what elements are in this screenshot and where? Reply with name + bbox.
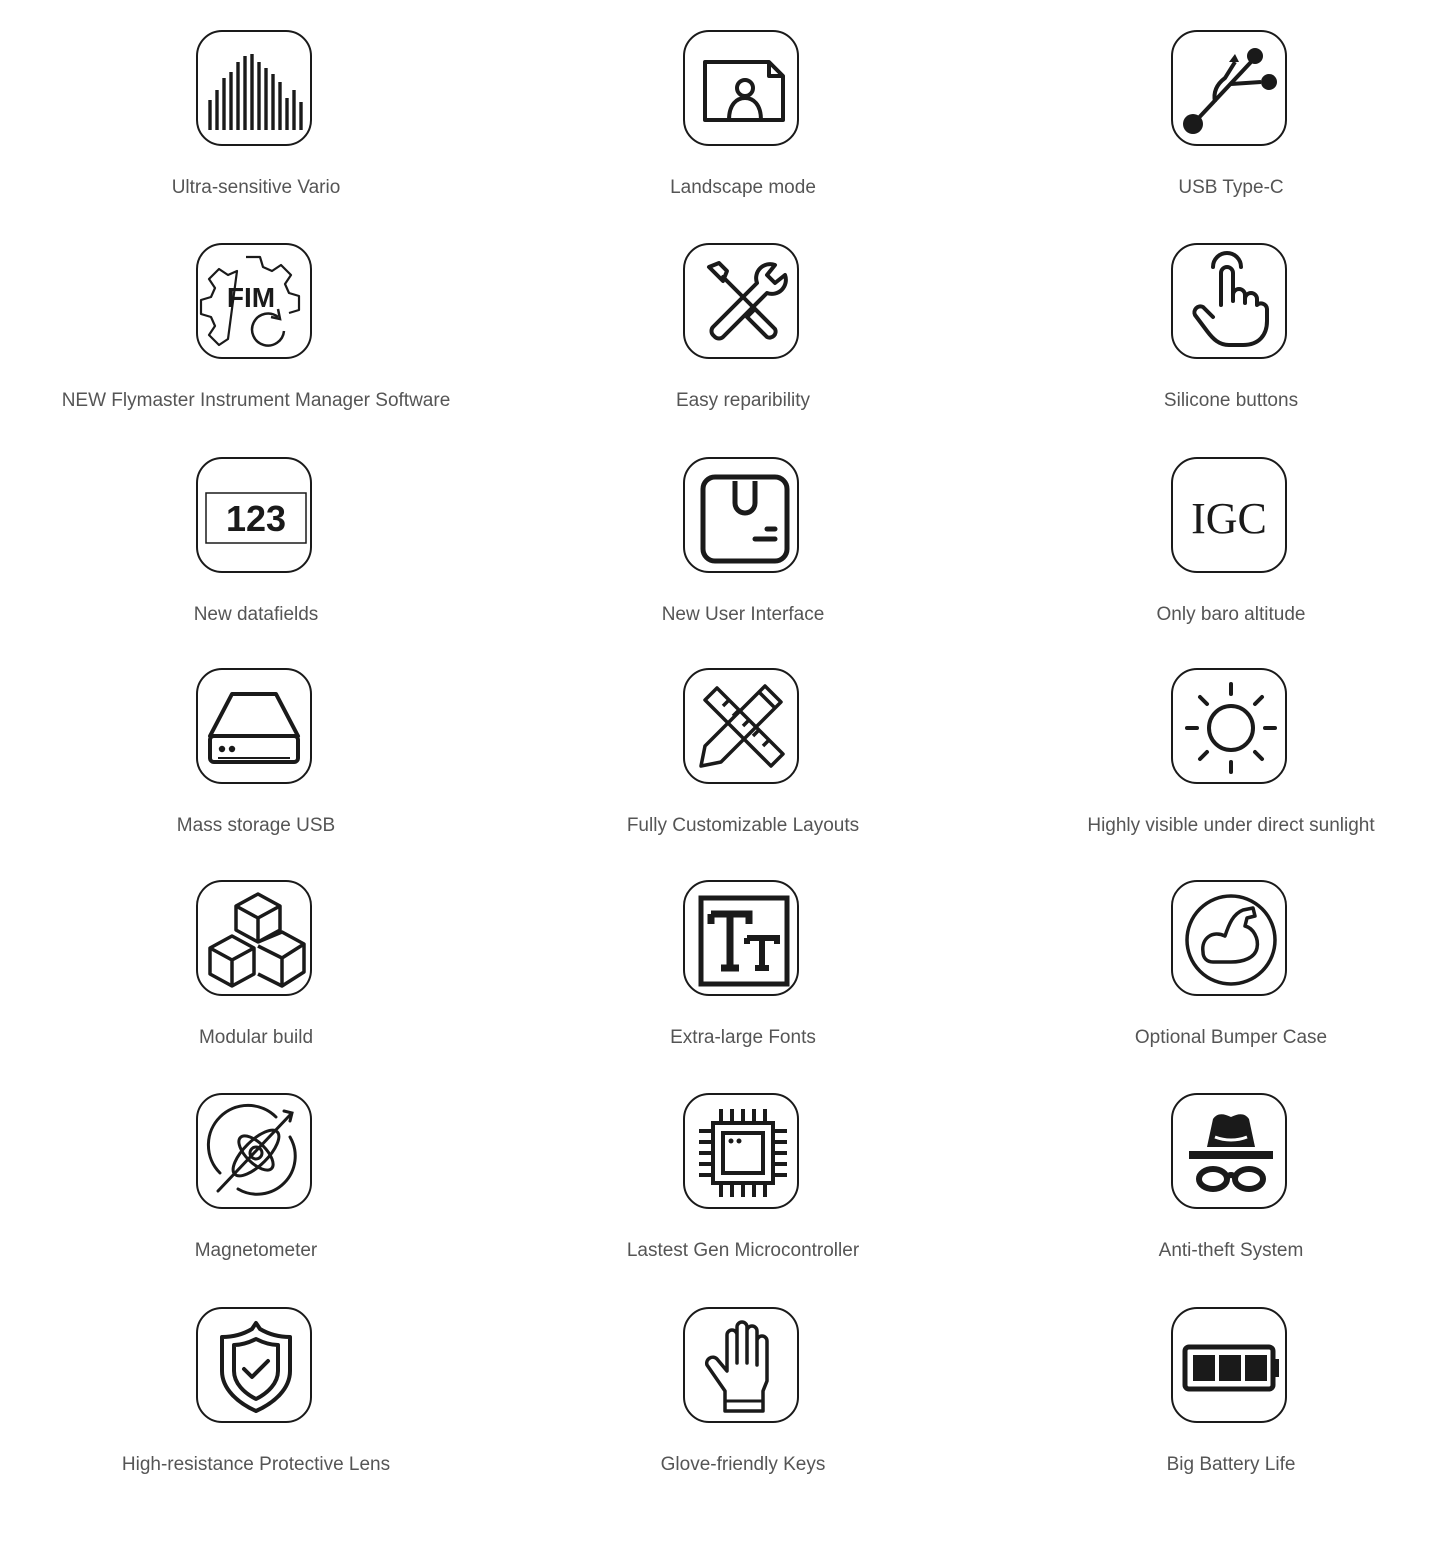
feature-label: New datafields	[193, 604, 319, 625]
feature-tile	[683, 30, 799, 146]
igc-text: IGC	[1191, 494, 1267, 543]
feature-tile	[1171, 880, 1287, 996]
feature-label: Anti-theft System	[1158, 1240, 1304, 1261]
feature-tile	[1171, 243, 1287, 359]
usb-icon	[1173, 32, 1285, 144]
feature-item	[46, 1093, 466, 1293]
feature-tile	[1171, 1093, 1287, 1209]
feature-item	[533, 1093, 953, 1293]
vario-bars-icon	[198, 32, 310, 144]
feature-tile	[1171, 457, 1287, 573]
feature-tile	[196, 1307, 312, 1423]
user-interface-icon	[685, 459, 797, 571]
feature-tile	[196, 880, 312, 996]
feature-tile	[1171, 30, 1287, 146]
feature-tile	[196, 1093, 312, 1209]
feature-label: Fully Customizable Layouts	[626, 815, 860, 836]
feature-tile	[196, 30, 312, 146]
microchip-icon	[685, 1095, 797, 1207]
feature-item	[46, 30, 466, 230]
feature-item	[46, 880, 466, 1080]
feature-item	[1021, 457, 1432, 657]
feature-item	[533, 880, 953, 1080]
feature-label: Easy reparibility	[675, 390, 811, 411]
feature-item	[46, 668, 466, 868]
fim-text: FIM	[226, 282, 276, 313]
feature-label: NEW Flymaster Instrument Manager Software	[61, 390, 451, 411]
feature-tile	[683, 880, 799, 996]
feature-label: New User Interface	[661, 604, 825, 625]
battery-icon	[1173, 1309, 1285, 1421]
feature-item	[1021, 30, 1432, 230]
feature-label: USB Type-C	[1178, 177, 1284, 198]
glove-icon	[685, 1309, 797, 1421]
feature-label: Highly visible under direct sunlight	[1087, 815, 1375, 836]
datafield-123-icon	[198, 459, 310, 571]
magnetometer-icon	[198, 1095, 310, 1207]
feature-label: Only baro altitude	[1156, 604, 1306, 625]
touch-finger-icon	[1173, 245, 1285, 357]
feature-tile	[196, 457, 312, 573]
feature-tile	[1171, 1307, 1287, 1423]
shield-check-icon	[198, 1309, 310, 1421]
feature-item	[1021, 1093, 1432, 1293]
feature-tile	[196, 243, 312, 359]
bicep-icon	[1173, 882, 1285, 994]
feature-label: Extra-large Fonts	[670, 1027, 816, 1048]
feature-tile	[683, 457, 799, 573]
feature-item	[533, 243, 953, 443]
feature-label: Glove-friendly Keys	[660, 1454, 826, 1475]
feature-label: Big Battery Life	[1166, 1454, 1296, 1475]
feature-tile	[683, 243, 799, 359]
feature-item	[46, 243, 466, 443]
feature-item	[46, 1307, 466, 1507]
feature-item	[46, 457, 466, 657]
feature-item	[533, 1307, 953, 1507]
feature-item	[1021, 880, 1432, 1080]
feature-tile	[196, 668, 312, 784]
feature-label: Landscape mode	[670, 177, 816, 198]
cubes-icon	[198, 882, 310, 994]
landscape-photo-icon	[685, 32, 797, 144]
feature-label: High-resistance Protective Lens	[121, 1454, 391, 1475]
datafield-text: 123	[225, 498, 287, 539]
feature-tile	[683, 668, 799, 784]
feature-item	[1021, 668, 1432, 868]
feature-item	[533, 30, 953, 230]
feature-label: Silicone buttons	[1163, 390, 1299, 411]
feature-label: Optional Bumper Case	[1134, 1027, 1328, 1048]
sun-icon	[1173, 670, 1285, 782]
hard-drive-icon	[198, 670, 310, 782]
feature-item	[533, 457, 953, 657]
fim-gear-icon	[198, 245, 310, 357]
feature-item	[1021, 1307, 1432, 1507]
feature-label: Modular build	[198, 1027, 314, 1048]
spy-hat-glasses-icon	[1173, 1095, 1285, 1207]
feature-tile	[683, 1093, 799, 1209]
feature-tile	[683, 1307, 799, 1423]
pencil-ruler-icon	[685, 670, 797, 782]
feature-item	[533, 668, 953, 868]
feature-label: Mass storage USB	[176, 815, 336, 836]
igc-icon	[1173, 459, 1285, 571]
feature-label: Lastest Gen Microcontroller	[626, 1240, 860, 1261]
tools-icon	[685, 245, 797, 357]
feature-item	[1021, 243, 1432, 443]
font-size-icon	[685, 882, 797, 994]
feature-label: Ultra-sensitive Vario	[171, 177, 341, 198]
feature-tile	[1171, 668, 1287, 784]
feature-label: Magnetometer	[194, 1240, 318, 1261]
